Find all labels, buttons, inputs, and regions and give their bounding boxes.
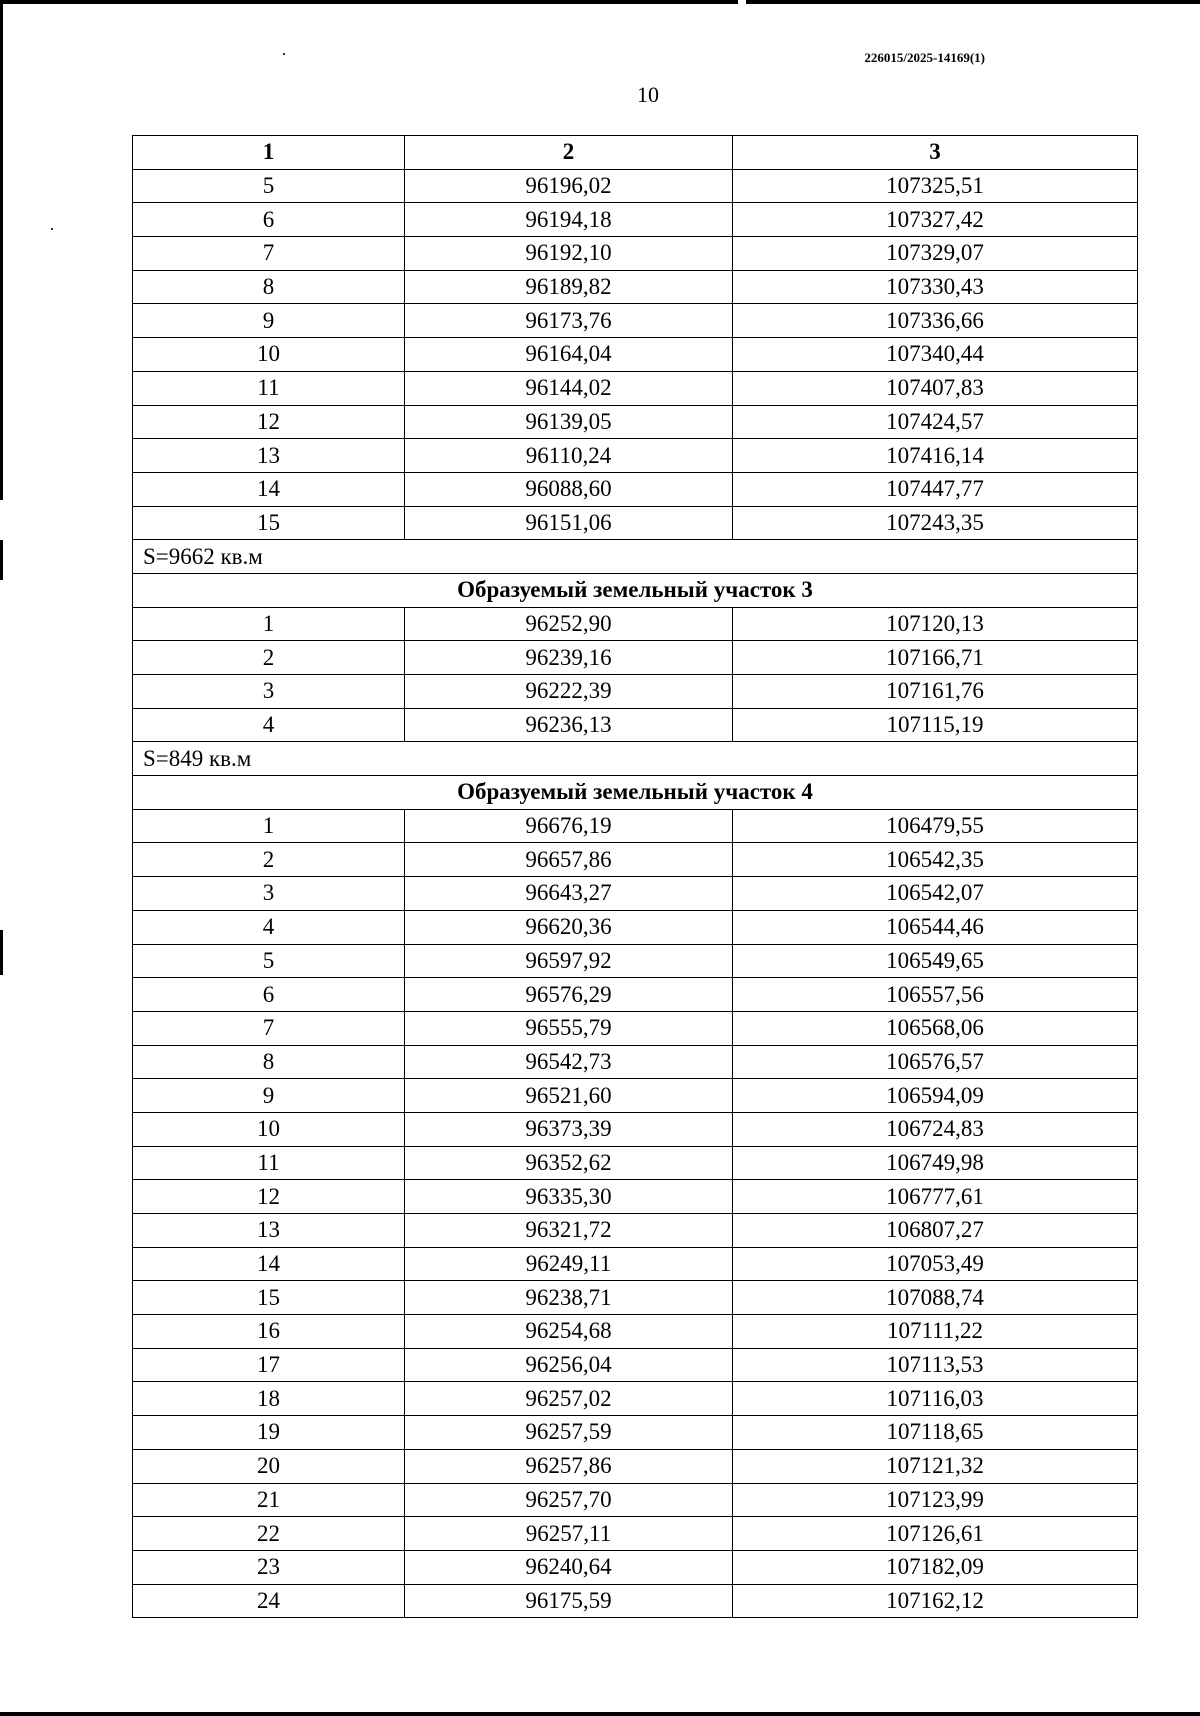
cell-x-coordinate: 96252,90 <box>405 607 733 641</box>
coordinates-table <box>132 135 1138 1618</box>
cell-x-coordinate: 96643,27 <box>405 877 733 911</box>
cell-y-coordinate: 107407,83 <box>733 371 1138 405</box>
cell-point-number: 7 <box>133 237 405 271</box>
table-row <box>133 607 1138 641</box>
cell-point-number: 18 <box>133 1382 405 1416</box>
scan-border-top <box>0 0 1200 4</box>
cell-point-number: 1 <box>133 809 405 843</box>
cell-point-number: 13 <box>133 439 405 473</box>
cell-y-coordinate: 106544,46 <box>733 910 1138 944</box>
cell-y-coordinate: 107340,44 <box>733 338 1138 372</box>
table-row <box>133 944 1138 978</box>
cell-y-coordinate: 106749,98 <box>733 1146 1138 1180</box>
table-row <box>133 1045 1138 1079</box>
scan-edge-mark <box>0 930 3 975</box>
cell-x-coordinate: 96222,39 <box>405 675 733 709</box>
cell-y-coordinate: 107424,57 <box>733 405 1138 439</box>
cell-point-number: 20 <box>133 1449 405 1483</box>
table-row <box>133 1281 1138 1315</box>
cell-y-coordinate: 107447,77 <box>733 472 1138 506</box>
cell-x-coordinate: 96256,04 <box>405 1348 733 1382</box>
cell-point-number: 4 <box>133 708 405 742</box>
table-row <box>133 506 1138 540</box>
table-row <box>133 641 1138 675</box>
table-row <box>133 439 1138 473</box>
cell-point-number: 14 <box>133 1247 405 1281</box>
cell-y-coordinate: 107166,71 <box>733 641 1138 675</box>
table-row <box>133 675 1138 709</box>
cell-point-number: 23 <box>133 1550 405 1584</box>
section-title: Образуемый земельный участок 3 <box>133 573 1138 607</box>
table-row <box>133 371 1138 405</box>
table-row <box>133 338 1138 372</box>
cell-x-coordinate: 96620,36 <box>405 910 733 944</box>
cell-y-coordinate: 106594,09 <box>733 1079 1138 1113</box>
cell-y-coordinate: 106542,35 <box>733 843 1138 877</box>
cell-x-coordinate: 96257,02 <box>405 1382 733 1416</box>
table-row <box>133 809 1138 843</box>
cell-point-number: 2 <box>133 641 405 675</box>
table-row <box>133 1517 1138 1551</box>
table-row <box>133 1382 1138 1416</box>
column-header-point: 1 <box>133 136 405 170</box>
cell-y-coordinate: 107330,43 <box>733 270 1138 304</box>
cell-point-number: 22 <box>133 1517 405 1551</box>
cell-x-coordinate: 96240,64 <box>405 1550 733 1584</box>
cell-y-coordinate: 106557,56 <box>733 978 1138 1012</box>
scan-speck <box>51 228 53 230</box>
table-row <box>133 843 1138 877</box>
cell-point-number: 8 <box>133 270 405 304</box>
cell-x-coordinate: 96254,68 <box>405 1315 733 1349</box>
cell-point-number: 1 <box>133 607 405 641</box>
table-row <box>133 1247 1138 1281</box>
table-row <box>133 405 1138 439</box>
cell-point-number: 7 <box>133 1011 405 1045</box>
table-row <box>133 708 1138 742</box>
cell-x-coordinate: 96555,79 <box>405 1011 733 1045</box>
cell-x-coordinate: 96239,16 <box>405 641 733 675</box>
cell-y-coordinate: 107088,74 <box>733 1281 1138 1315</box>
cell-x-coordinate: 96164,04 <box>405 338 733 372</box>
cell-point-number: 9 <box>133 304 405 338</box>
cell-x-coordinate: 96196,02 <box>405 169 733 203</box>
table-body <box>133 169 1138 1618</box>
cell-y-coordinate: 107329,07 <box>733 237 1138 271</box>
scan-border-bottom <box>0 1712 1200 1716</box>
cell-y-coordinate: 107118,65 <box>733 1416 1138 1450</box>
table-row <box>133 1483 1138 1517</box>
table-row <box>133 169 1138 203</box>
cell-y-coordinate: 107336,66 <box>733 304 1138 338</box>
cell-y-coordinate: 106807,27 <box>733 1214 1138 1248</box>
scan-speck <box>283 53 285 55</box>
cell-point-number: 17 <box>133 1348 405 1382</box>
cell-y-coordinate: 107162,12 <box>733 1584 1138 1618</box>
section-title-row <box>133 573 1138 607</box>
cell-x-coordinate: 96236,13 <box>405 708 733 742</box>
cell-point-number: 6 <box>133 978 405 1012</box>
cell-x-coordinate: 96249,11 <box>405 1247 733 1281</box>
table-row <box>133 270 1138 304</box>
cell-point-number: 15 <box>133 506 405 540</box>
cell-point-number: 9 <box>133 1079 405 1113</box>
table-row <box>133 1180 1138 1214</box>
scan-edge-mark <box>0 540 3 580</box>
cell-y-coordinate: 106576,57 <box>733 1045 1138 1079</box>
cell-x-coordinate: 96373,39 <box>405 1112 733 1146</box>
cell-x-coordinate: 96657,86 <box>405 843 733 877</box>
area-row <box>133 742 1138 776</box>
cell-point-number: 13 <box>133 1214 405 1248</box>
cell-point-number: 3 <box>133 675 405 709</box>
area-value: S=849 кв.м <box>133 742 1138 776</box>
table-row <box>133 910 1138 944</box>
section-title-row <box>133 776 1138 810</box>
cell-point-number: 10 <box>133 1112 405 1146</box>
cell-point-number: 11 <box>133 371 405 405</box>
scan-border-left <box>0 0 3 500</box>
cell-x-coordinate: 96257,59 <box>405 1416 733 1450</box>
cell-y-coordinate: 107120,13 <box>733 607 1138 641</box>
cell-x-coordinate: 96542,73 <box>405 1045 733 1079</box>
cell-x-coordinate: 96238,71 <box>405 1281 733 1315</box>
cell-point-number: 5 <box>133 944 405 978</box>
cell-x-coordinate: 96597,92 <box>405 944 733 978</box>
cell-x-coordinate: 96576,29 <box>405 978 733 1012</box>
cell-y-coordinate: 107123,99 <box>733 1483 1138 1517</box>
table-row <box>133 978 1138 1012</box>
cell-x-coordinate: 96139,05 <box>405 405 733 439</box>
table-row <box>133 203 1138 237</box>
cell-x-coordinate: 96192,10 <box>405 237 733 271</box>
table-row <box>133 1112 1138 1146</box>
cell-y-coordinate: 107182,09 <box>733 1550 1138 1584</box>
cell-point-number: 3 <box>133 877 405 911</box>
cell-x-coordinate: 96352,62 <box>405 1146 733 1180</box>
table-row <box>133 1449 1138 1483</box>
cell-y-coordinate: 106568,06 <box>733 1011 1138 1045</box>
cell-x-coordinate: 96676,19 <box>405 809 733 843</box>
cell-x-coordinate: 96194,18 <box>405 203 733 237</box>
cell-y-coordinate: 107116,03 <box>733 1382 1138 1416</box>
cell-point-number: 5 <box>133 169 405 203</box>
table-row <box>133 237 1138 271</box>
cell-y-coordinate: 107325,51 <box>733 169 1138 203</box>
cell-x-coordinate: 96088,60 <box>405 472 733 506</box>
table-row <box>133 1416 1138 1450</box>
column-header-y: 3 <box>733 136 1138 170</box>
cell-point-number: 8 <box>133 1045 405 1079</box>
cell-x-coordinate: 96335,30 <box>405 1180 733 1214</box>
table-row <box>133 1011 1138 1045</box>
cell-y-coordinate: 107053,49 <box>733 1247 1138 1281</box>
cell-x-coordinate: 96144,02 <box>405 371 733 405</box>
table-header-row <box>133 136 1138 170</box>
cell-point-number: 15 <box>133 1281 405 1315</box>
cell-point-number: 12 <box>133 405 405 439</box>
cell-point-number: 11 <box>133 1146 405 1180</box>
cell-y-coordinate: 107161,76 <box>733 675 1138 709</box>
area-value: S=9662 кв.м <box>133 540 1138 574</box>
cell-x-coordinate: 96521,60 <box>405 1079 733 1113</box>
cell-x-coordinate: 96110,24 <box>405 439 733 473</box>
cell-y-coordinate: 107121,32 <box>733 1449 1138 1483</box>
cell-x-coordinate: 96175,59 <box>405 1584 733 1618</box>
cell-point-number: 10 <box>133 338 405 372</box>
cell-y-coordinate: 107111,22 <box>733 1315 1138 1349</box>
table-row <box>133 1584 1138 1618</box>
cell-x-coordinate: 96151,06 <box>405 506 733 540</box>
cell-y-coordinate: 107243,35 <box>733 506 1138 540</box>
table-row <box>133 472 1138 506</box>
column-header-x: 2 <box>405 136 733 170</box>
cell-point-number: 24 <box>133 1584 405 1618</box>
cell-point-number: 16 <box>133 1315 405 1349</box>
cell-y-coordinate: 106479,55 <box>733 809 1138 843</box>
cell-point-number: 2 <box>133 843 405 877</box>
cell-y-coordinate: 107416,14 <box>733 439 1138 473</box>
cell-point-number: 12 <box>133 1180 405 1214</box>
cell-y-coordinate: 107327,42 <box>733 203 1138 237</box>
table-row <box>133 1315 1138 1349</box>
cell-y-coordinate: 106777,61 <box>733 1180 1138 1214</box>
document-registration-number: 226015/2025-14169(1) <box>864 50 985 65</box>
table-row <box>133 1348 1138 1382</box>
cell-y-coordinate: 106724,83 <box>733 1112 1138 1146</box>
page-number: 10 <box>637 82 659 107</box>
cell-x-coordinate: 96257,86 <box>405 1449 733 1483</box>
table-row <box>133 304 1138 338</box>
section-title: Образуемый земельный участок 4 <box>133 776 1138 810</box>
cell-y-coordinate: 106549,65 <box>733 944 1138 978</box>
cell-y-coordinate: 107113,53 <box>733 1348 1138 1382</box>
cell-point-number: 19 <box>133 1416 405 1450</box>
cell-x-coordinate: 96257,70 <box>405 1483 733 1517</box>
cell-point-number: 4 <box>133 910 405 944</box>
table-row <box>133 1079 1138 1113</box>
cell-x-coordinate: 96173,76 <box>405 304 733 338</box>
area-row <box>133 540 1138 574</box>
cell-y-coordinate: 106542,07 <box>733 877 1138 911</box>
cell-point-number: 14 <box>133 472 405 506</box>
scan-border-gap <box>738 0 746 5</box>
table-row <box>133 1550 1138 1584</box>
cell-point-number: 21 <box>133 1483 405 1517</box>
cell-y-coordinate: 107126,61 <box>733 1517 1138 1551</box>
cell-x-coordinate: 96321,72 <box>405 1214 733 1248</box>
cell-x-coordinate: 96189,82 <box>405 270 733 304</box>
cell-y-coordinate: 107115,19 <box>733 708 1138 742</box>
table-row <box>133 1146 1138 1180</box>
cell-x-coordinate: 96257,11 <box>405 1517 733 1551</box>
table-row <box>133 877 1138 911</box>
cell-point-number: 6 <box>133 203 405 237</box>
table-row <box>133 1214 1138 1248</box>
